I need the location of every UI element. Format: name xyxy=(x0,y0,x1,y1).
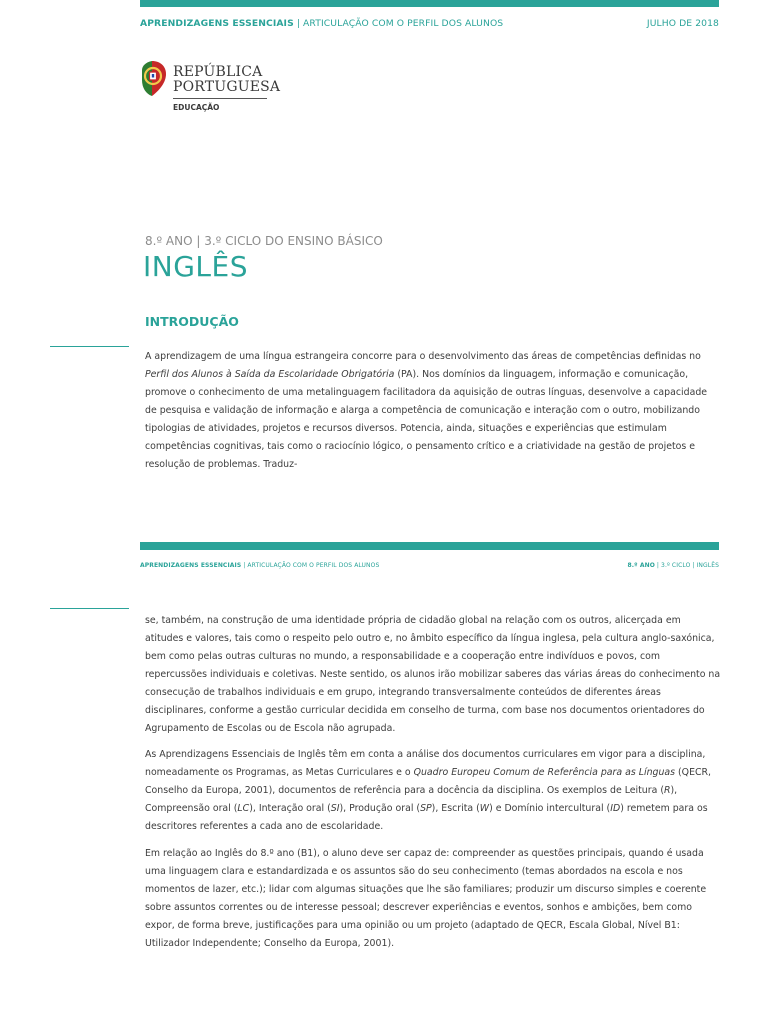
section-heading-introducao: INTRODUÇÃO xyxy=(145,314,239,329)
text-run: As Aprendizagens Essenciais de Inglês têm em conta a análise dos documentos curriculares em vigor para a disciplina, nomeadamente os Programas, as Metas Curriculares e o xyxy=(145,749,706,778)
text-run-italic: LC xyxy=(237,803,250,814)
text-run-italic: W xyxy=(479,803,490,814)
page-running-header xyxy=(140,562,379,569)
logo-ministry: EDUCAÇÃO xyxy=(173,103,220,112)
header-series-title: APRENDIZAGENS ESSENCIAIS xyxy=(140,562,242,569)
text-run-italic: SI xyxy=(330,803,340,814)
margin-rule xyxy=(50,608,129,609)
logo-line-1: REPÚBLICA xyxy=(173,64,263,80)
text-run-italic: Quadro Europeu Comum de Referência para as Línguas xyxy=(413,767,676,778)
header-series-title: APRENDIZAGENS ESSENCIAIS xyxy=(140,18,294,29)
text-run: ), Interação oral ( xyxy=(249,803,331,814)
header-grade: 8.º ANO xyxy=(627,562,655,569)
text-run: ) e Domínio intercultural ( xyxy=(489,803,611,814)
grade-line xyxy=(145,234,383,248)
top-accent-bar xyxy=(140,0,719,7)
subject-title: INGLÊS xyxy=(143,250,248,283)
page-accent-bar xyxy=(140,542,719,550)
margin-rule xyxy=(50,346,129,347)
header-subtitle: ARTICULAÇÃO COM O PERFIL DOS ALUNOS xyxy=(247,562,380,569)
republica-portuguesa-logo xyxy=(138,58,281,118)
header-cycle: 3.º CICLO xyxy=(661,562,691,569)
text-run: (QECR, Conselho da Europa, 2001), documentos de referência para a docência da disciplina. Os exemplos de Leitura ( xyxy=(145,767,712,796)
header-separator: | xyxy=(293,18,304,29)
page-running-header-right xyxy=(628,562,720,569)
text-run: ) remetem para os descritores referentes a cada ano de escolaridade. xyxy=(145,803,708,832)
text-run: ), Produção oral ( xyxy=(339,803,421,814)
body-paragraph-2 xyxy=(145,746,721,836)
body-paragraph-1: se, também, na construção de uma identidade própria de cidadão global na relação com os outros, alicerçada em atitudes e valores, tais como o respeito pelo outro e, no âmbito específico da língua inglesa, pela cultura anglo-saxónica, bem como pelas outras culturas no mundo, a responsabilidade e a cooperação entre indivíduos e povos, com repercussões individuais e coletivas. Neste sentido, os alunos irão mobilizar saberes das várias áreas do conhecimento na consecução de trabalhos individuais e em grupo, integrando transversalmente conteúdos de diferentes áreas disciplinares, conforme a gestão curricular decidida em conselho de turma, com base nos documentos orientadores do Agrupamento de Escolas ou de Escola não agrupada. xyxy=(145,615,721,734)
text-run-italic: Perfil dos Alunos à Saída da Escolaridade Obrigatória xyxy=(145,369,395,380)
grade-year: 8.º ANO xyxy=(145,234,193,248)
text-run: (PA). Nos domínios da linguagem, informação e comunicação, promove o conhecimento de uma metalinguagem facilitadora da aquisição de outras línguas, desenvolve a capacidade de pesquisa e validação de informação e alarga a competência de comunicação e interação com o outro, mobilizando tipologias de atividades, projetos e recursos diversos. Potencia, ainda, situações e experiências que estimulam competências cognitivas, tais como o raciocínio lógico, o pensamento crítico e a criatividade na gestão de projetos e resolução de problemas. Traduz- xyxy=(145,369,708,470)
running-header xyxy=(140,18,503,29)
text-run: ), Escrita ( xyxy=(431,803,480,814)
text-run: A aprendizagem de uma língua estrangeira concorre para o desenvolvimento das áreas de competências definidas no xyxy=(145,351,701,362)
grade-separator: | xyxy=(192,234,205,248)
intro-paragraph-1 xyxy=(145,348,721,474)
header-separator: | xyxy=(241,562,248,569)
text-run-italic: ID xyxy=(610,803,621,814)
header-subject: INGLÊS xyxy=(696,562,719,569)
text-run-italic: SP xyxy=(420,803,432,814)
portugal-coat-of-arms-icon xyxy=(138,58,170,100)
header-subtitle: ARTICULAÇÃO COM O PERFIL DOS ALUNOS xyxy=(303,18,504,29)
logo-divider xyxy=(173,98,267,99)
header-separator: | xyxy=(690,562,697,569)
logo-line-2: PORTUGUESA xyxy=(173,79,281,95)
grade-cycle: 3.º CICLO DO ENSINO BÁSICO xyxy=(204,234,383,248)
header-separator: | xyxy=(654,562,662,569)
header-date: JULHO DE 2018 xyxy=(646,18,719,29)
body-paragraph-3: Em relação ao Inglês do 8.º ano (B1), o aluno deve ser capaz de: compreender as questões principais, quando é usada uma linguagem clara e estandardizada e os assuntos são do seu conhecimento (temas abordados na escola e nos momentos de lazer, etc.); lidar com algumas situações que lhe são familiares; produzir um discurso simples e coerente sobre assuntos correntes ou de interesse pessoal; descrever experiências e eventos, sonhos e ambições, bem como expor, de forma breve, justificações para uma opinião ou um projeto (adaptado de QECR, Escala Global, Nível B1: Utilizador Independente; Conselho da Europa, 2001). xyxy=(145,848,707,949)
text-run-italic: R xyxy=(663,785,671,796)
text-run: ), Compreensão oral ( xyxy=(145,785,678,814)
